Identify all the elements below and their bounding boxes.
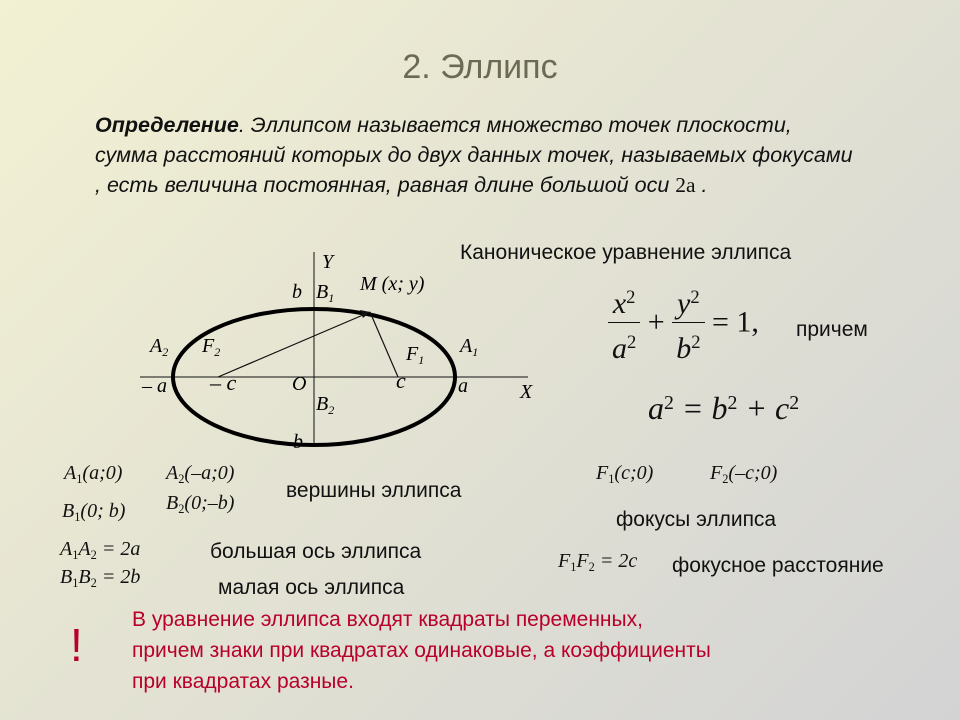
a1-label: $A_1$ bbox=[460, 335, 479, 359]
minus-b-label: – b bbox=[278, 431, 303, 453]
major-axis-label: большая ось эллипса bbox=[210, 540, 422, 563]
note-text bbox=[132, 604, 711, 697]
definition-end: . bbox=[701, 173, 708, 197]
minor-axis-formula: $B_1B_2 = 2b$ bbox=[60, 566, 141, 590]
slide-title: 2. Эллипс bbox=[402, 48, 558, 86]
a-label: a bbox=[458, 375, 468, 397]
vertex-b2: $B_2(0;-b)$ bbox=[166, 492, 235, 516]
canonical-equation: $\frac{x^2}{a^2}$ + $\frac{y^2}{b^2}$ = 1, bbox=[608, 280, 759, 369]
b2-label: $B_2$ bbox=[316, 393, 335, 417]
vertices-label: вершины эллипса bbox=[286, 479, 462, 502]
minus-c-label: – c bbox=[210, 370, 237, 395]
focal-distance-formula: $F_1F_2 = 2c$ bbox=[558, 550, 638, 574]
major-axis-formula: $A_1A_2 = 2a$ bbox=[60, 538, 141, 562]
focal-distance-label: фокусное расстояние bbox=[672, 554, 884, 577]
foci-label: фокусы эллипса bbox=[616, 508, 777, 531]
prichem-label: причем bbox=[796, 318, 868, 341]
definition bbox=[95, 110, 855, 200]
definition-text: . Эллипсом называется множество точек плоскости, сумма расстояний которых до двух данных точек, называемых фокусами , есть величина постоянная, равная длине большой оси bbox=[95, 113, 853, 197]
relation-equation: $a^2 = b^2 + c^2$ bbox=[648, 390, 800, 426]
canonical-label: Каноническое уравнение эллипса bbox=[460, 241, 792, 264]
y-axis-label: Y bbox=[322, 251, 334, 273]
ellipse-diagram bbox=[130, 240, 550, 460]
point-m-label: M (x; y) bbox=[360, 273, 425, 295]
note-line-1: В уравнение эллипса входят квадраты переменных, bbox=[132, 608, 643, 631]
x-axis-label: X bbox=[520, 381, 533, 403]
focus-f1: $F_1(c;0)$ bbox=[596, 462, 654, 486]
focal-radius-f2 bbox=[218, 312, 370, 377]
definition-term: Определение bbox=[95, 113, 239, 137]
origin-label: O bbox=[292, 373, 307, 395]
definition-formula: 2a bbox=[675, 173, 696, 197]
note-line-3: при квадратах разные. bbox=[132, 670, 354, 693]
b-label: b bbox=[292, 281, 302, 303]
vertex-a2: $A_2(-a;0)$ bbox=[166, 462, 235, 486]
f1-label: $F_1$ bbox=[406, 343, 425, 367]
b1-label: $B_1$ bbox=[316, 281, 335, 305]
note-line-2: причем знаки при квадратах одинаковые, а коэффициенты bbox=[132, 639, 711, 662]
exclamation-mark: ! bbox=[70, 619, 83, 671]
vertex-a1: $A_1(a;0)$ bbox=[64, 462, 123, 486]
minor-axis-label: малая ось эллипса bbox=[218, 576, 405, 599]
c-label: c bbox=[396, 368, 406, 393]
a2-label: $A_2$ bbox=[150, 335, 169, 359]
minus-a-label: – a bbox=[142, 375, 167, 397]
f2-label: $F_2$ bbox=[202, 335, 221, 359]
vertex-b1: $B_1(0$; b) bbox=[62, 500, 126, 524]
focus-f2: $F_2(-c;0)$ bbox=[710, 462, 778, 486]
